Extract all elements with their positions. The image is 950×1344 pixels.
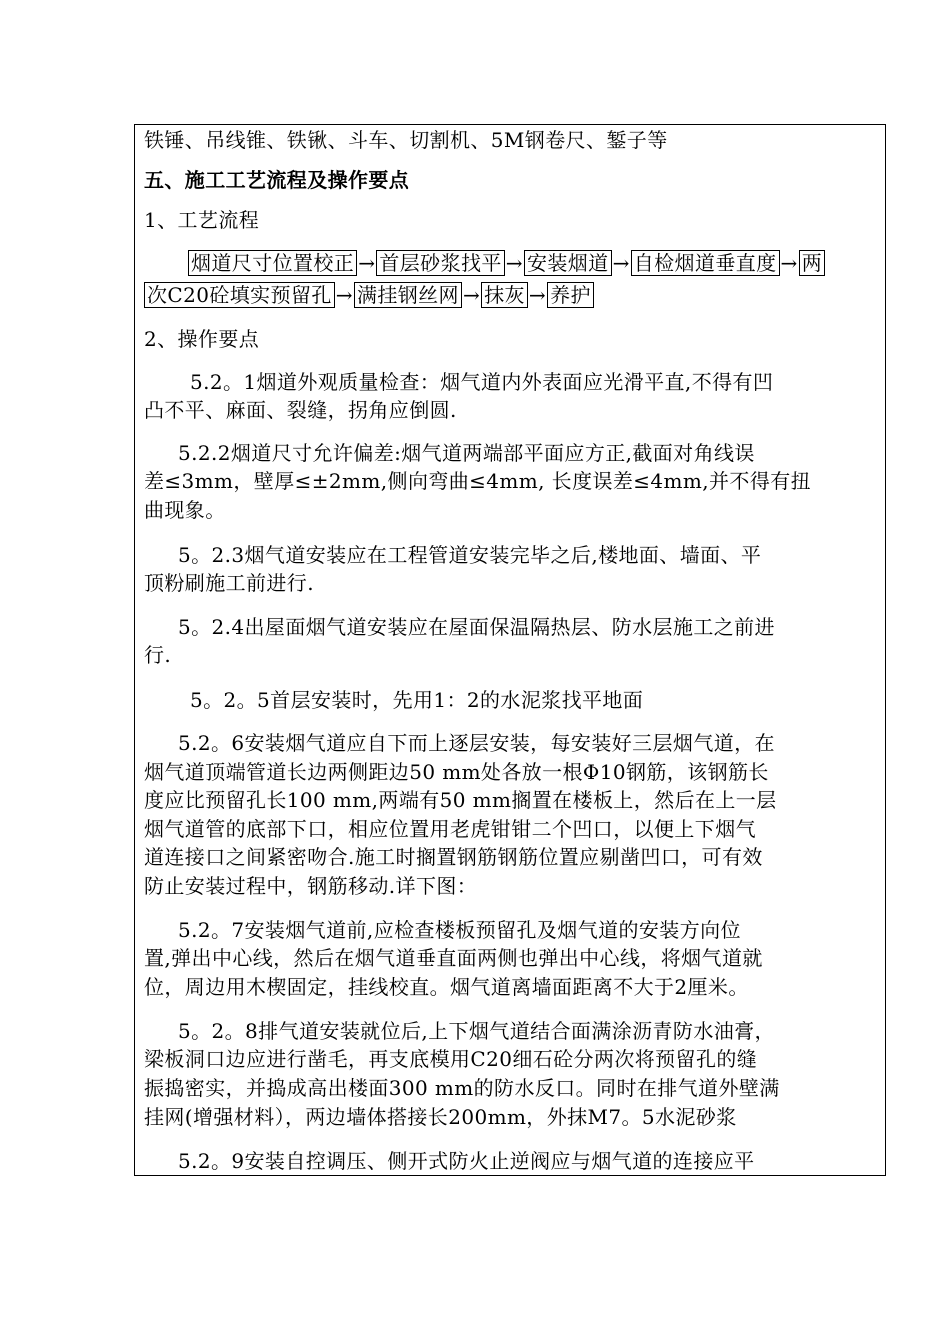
points-title: 2、操作要点	[144, 327, 260, 351]
p521-line: 5.2。1烟道外观质量检查：烟气道内外表面应光滑平直,不得有凹	[190, 370, 774, 394]
flow-step: 两	[799, 250, 825, 276]
p521-line: 凸不平、麻面、裂缝，拐角应倒圆.	[144, 398, 457, 422]
arrow-icon: →	[358, 251, 376, 275]
p526-line: 烟气道顶端管道长边两侧距边50 mm处各放一根Φ10钢筋，该钢筋长	[144, 760, 769, 784]
p524-line: 行.	[144, 643, 172, 667]
arrow-icon: →	[335, 283, 353, 307]
section-5-title: 五、施工工艺流程及操作要点	[144, 168, 410, 192]
p528-line: 5。2。8排气道安装就位后,上下烟气道结合面满涂沥青防水油膏，	[178, 1019, 775, 1043]
arrow-icon: →	[528, 283, 547, 307]
flow-step: 安装烟道	[524, 250, 612, 276]
p525-line: 5。2。5首层安装时，先用1：2的水泥浆找平地面	[190, 688, 644, 712]
flow-step: 抹灰	[481, 282, 528, 308]
tools-line: 铁锤、吊线锥、铁锹、斗车、切割机、5M钢卷尺、錾子等	[144, 128, 668, 152]
p526-line: 度应比预留孔长100 mm,两端有50 mm搁置在楼板上，然后在上一层	[144, 788, 777, 812]
flow-title: 1、工艺流程	[144, 208, 260, 232]
arrow-icon: →	[505, 251, 523, 275]
arrow-icon: →	[780, 251, 798, 275]
flow-row-1	[188, 250, 825, 276]
p526-line: 道连接口之间紧密吻合.施工时搁置钢筋钢筋位置应剔凿凹口，可有效	[144, 845, 763, 869]
p523-line: 5。2.3烟气道安装应在工程管道安装完毕之后,楼地面、墙面、平	[178, 543, 762, 567]
p524-line: 5。2.4出屋面烟气道安装应在屋面保温隔热层、防水层施工之前进	[178, 615, 775, 639]
flow-step: 养护	[547, 282, 594, 308]
flow-step: 满挂钢丝网	[354, 282, 462, 308]
p527-line: 置,弹出中心线，然后在烟气道垂直面两侧也弹出中心线，将烟气道就	[144, 946, 763, 970]
p522-line: 5.2.2烟道尺寸允许偏差:烟气道两端部平面应方正,截面对角线误	[178, 441, 755, 465]
p527-line: 5.2。7安装烟气道前,应检查楼板预留孔及烟气道的安装方向位	[178, 918, 741, 942]
flow-step: 烟道尺寸位置校正	[188, 250, 357, 276]
p522-line: 曲现象。	[144, 498, 226, 522]
p526-line: 5.2。6安装烟气道应自下而上逐层安装，每安装好三层烟气道，在	[178, 731, 775, 755]
p526-line: 烟气道管的底部下口，相应位置用老虎钳钳二个凹口，以便上下烟气	[144, 817, 756, 841]
flow-row-2	[144, 282, 594, 308]
arrow-icon: →	[462, 283, 481, 307]
flow-step: 自检烟道垂直度	[631, 250, 780, 276]
p527-line: 位，周边用木楔固定，挂线校直。烟气道离墙面距离不大于2厘米。	[144, 975, 749, 999]
p528-line: 振捣密实，并捣成高出楼面300 mm的防水反口。同时在排气道外壁满	[144, 1076, 780, 1100]
p528-line: 挂网(增强材料），两边墙体搭接长200mm，外抹M7。5水泥砂浆	[144, 1105, 737, 1129]
p523-line: 顶粉刷施工前进行.	[144, 571, 314, 595]
p528-line: 梁板洞口边应进行凿毛，再支底模用C20细石砼分两次将预留孔的缝	[144, 1047, 758, 1071]
flow-step: 次C20砼填实预留孔	[144, 282, 335, 308]
arrow-icon: →	[612, 251, 630, 275]
p529-line: 5.2。9安装自控调压、侧开式防火止逆阀应与烟气道的连接应平	[178, 1149, 755, 1173]
p526-line: 防止安装过程中，钢筋移动.详下图：	[144, 874, 478, 898]
flow-step: 首层砂浆找平	[376, 250, 504, 276]
p522-line: 差≤3mm，壁厚≤±2mm,侧向弯曲≤4mm, 长度误差≤4mm,并不得有扭	[144, 469, 812, 493]
